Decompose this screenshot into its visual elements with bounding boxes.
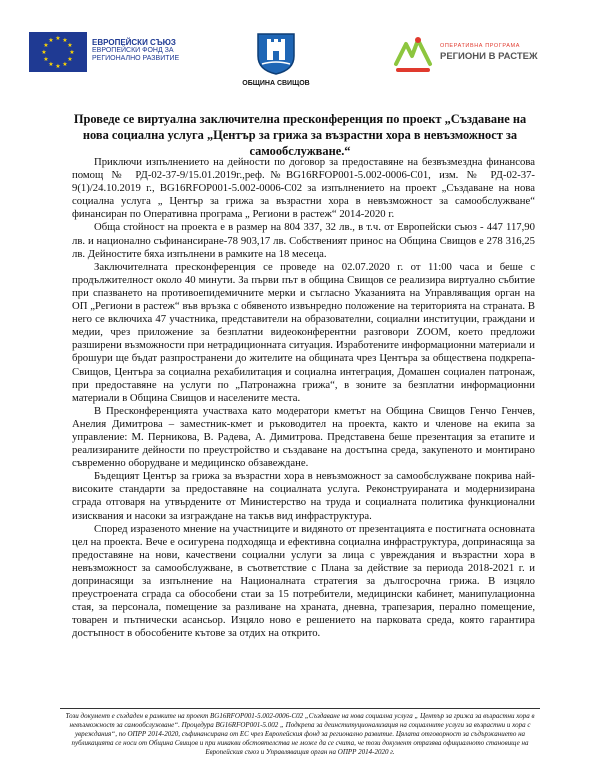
paragraph: Според изразеното мнение на участниците и видяното от презентацията е постигната основната цел на проекта. Вече е осигурена подходяща и ефективна социална инфраструктура, допринасяща за предоставяне на нови, качествени социални услуги за лица с увреждания и възрастни хора в невъзможност за самообслужване, в съответствие с Плана за действие за периода 2018-2021 г. и допринасящи за изпълнение на Националната стратегия за дългосрочна грижа. В изцяло преустроената сграда са обособени стаи за 15 потребители, медицински кабинет, манипулационна стая, за персонала, помещение за разливане на храната, дневна, трапезария, перално помещение, товарен и пътнически асансьор. Изцяло ново е решението на парковата среда, която гарантира достъпност в обособените кътове за отдих на открито.: [72, 522, 535, 640]
municipality-crest-icon: [254, 30, 298, 76]
programme-line2: РЕГИОНИ В РАСТЕЖ: [440, 51, 538, 62]
page-header: [0, 0, 600, 100]
paragraph: Заключителната пресконференция се проведе на 02.07.2020 г. от 11:00 часа и беше с продължителност около 40 минути. За първи път в община Свищов се реализира виртуално събитие при спазването на противоепидемичните мерки и съгласно Указанията на Управляващия орган на ОП „Региони в растеж“ във връзка с обявеното извънредно положение на територията на страната. В него се включиха 47 участника, представители на образователни, социални институции, граждани и медии, чрез приложение за безплатни видеоконферентни разговори ZOOM, което предложи разширени възможности при нетрадиционната ситуация. Изработените информационни материали и брошури ще бъдат разпространени до жителите на общината чрез Центъра за обществена подкрепа-Свищов, Центъра за социална рехабилитация и социална интеграция, Домашен социален патронаж, при предоставяне на услуги по „Патронажна грижа“, в зоните за безплатни информационни материали в Община Свищов и населените места.: [72, 260, 535, 404]
paragraph: Обща стойност на проекта е в размер на 804 337, 32 лв., в т.ч. от Европейски съюз - 447 117,90 лв. и национално съфинансиране-78 903,17 лв. Собственият принос на Община Свищов е 278 316,25 лв. Дейностите бяха изпълнени в рамките на 18 месеца.: [72, 221, 535, 260]
paragraph: Бъдещият Център за грижа за възрастни хора в невъзможност за самообслужване покрива най-високите стандарти за предоставяне на социалната услуга. Реконструираната и модернизирана сграда отговаря на утвърдените от Министерство на труда и социалната политика функционални изисквания и насоки за изграждане на такъв вид инфраструктура.: [72, 470, 535, 522]
eu-fund-label: [92, 39, 212, 63]
footer-disclaimer: Този документ е създаден в рамките на проект BG16RFOP001-5.002-0006-C02 „Създаване на нова социална услуга „ Център за грижа за възрастни хора в невъзможност за самообслужване“. Процедура BG16RFOP001-5.002 „ Подкрепа за деинституционализация на социалните услуги за възрастни и хора с увреждания“, по ОПРР 2014-2020, съфинансирана от ЕС чрез Европейския фонд за регионално развитие. Цялата отговорност за съдържанието на публикацията се носи от Община Свищов и при никакви обстоятелства не може да се счита, че този документ отразява официалното становище на Европейския съюз и Управляващия орган на ОПРР 2014-2020 г.: [65, 712, 535, 756]
svg-text:★: ★: [62, 37, 68, 44]
document-body: [72, 156, 535, 640]
regions-in-growth-logo-icon: [392, 34, 434, 74]
svg-text:★: ★: [43, 56, 49, 63]
municipality-name: ОБЩИНА СВИЩОВ: [242, 80, 310, 87]
svg-text:★: ★: [55, 63, 61, 70]
eu-line1: ЕВРОПЕЙСКИ СЪЮЗ: [92, 38, 176, 47]
document-title: Проведе се виртуална заключителна пресконференция по проект „Създаване на нова социална услуга „Център за грижа за възрастни хора в невъзможност за самообслужване.“: [73, 112, 527, 158]
svg-text:★: ★: [55, 35, 61, 42]
footer-divider: [60, 708, 540, 709]
svg-text:★: ★: [48, 37, 54, 44]
eu-line3: РЕГИОНАЛНО РАЗВИТИЕ: [92, 55, 180, 62]
svg-text:★: ★: [67, 56, 73, 63]
eu-line2: ЕВРОПЕЙСКИ ФОНД ЗА: [92, 47, 174, 54]
svg-text:★: ★: [43, 42, 49, 49]
paragraph: Приключи изпълнението на дейности по договор за предоставяне на безвъзмездна финансова помощ № РД-02-37-9/15.01.2019г.,реф.№BG16RFOP001-5.002-0006-C01, изм. № РД-02-37-9(1)/24.10.2019 г., BG16RFOP001-5.002-0006-C02 за изпълнението на проект „Създаване на нова социална услуга „ Център за грижа за възрастни хора в невъзможност за самообслужване“ финансиран по Оперативна програма „ Региони в растеж“ 2014-2020 г.: [72, 156, 535, 221]
programme-line1: ОПЕРАТИВНА ПРОГРАМА: [440, 43, 520, 49]
svg-text:★: ★: [62, 61, 68, 68]
svg-text:★: ★: [67, 42, 73, 49]
paragraph: В Пресконференцията участваха като модератори кметът на Община Свищов Генчо Генчев, Анелия Димитрова – заместник-кмет и ръководител на проекта, както и членове на екипа за управление: М. Перникова, В. Радева, А. Димитрова. Представена беше презентация за етапите и реализираните дейности по преустройство и създаване на достъпна среда, закупеното и монтирано съвременно оборудване и медицинско обзавеждане.: [72, 404, 535, 470]
svg-text:★: ★: [48, 61, 54, 68]
eu-flag-icon: [29, 32, 87, 72]
svg-text:★: ★: [69, 49, 75, 56]
programme-label: [440, 43, 590, 62]
svg-text:★: ★: [41, 49, 47, 56]
